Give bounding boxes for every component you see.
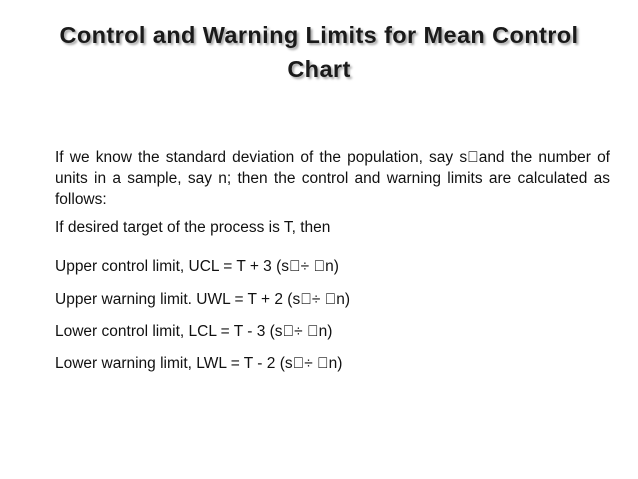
title-line-1: Control and Warning Limits for Mean Control [59,22,579,48]
upper-control-limit-formula: Upper control limit, UCL = T + 3 (s ÷ n) [55,258,320,275]
intro-paragraph: If we know the standard deviation of the population, say s and the number of units in a sample, say n; then the control and warning limits are calculated as follows: [55,149,610,208]
lower-control-limit-formula: Lower control limit, LCL = T - 3 (s ÷ n) [55,323,314,340]
target-statement: If desired target of the process is T, then [55,219,331,236]
upper-warning-limit-formula: Upper warning limit. UWL = T + 2 (s ÷ n) [55,291,332,308]
title-line-2: Chart [287,56,351,82]
lower-warning-limit-formula: Lower warning limit, LWL = T - 2 (s ÷ n) [55,355,324,372]
slide-title [14,18,624,86]
